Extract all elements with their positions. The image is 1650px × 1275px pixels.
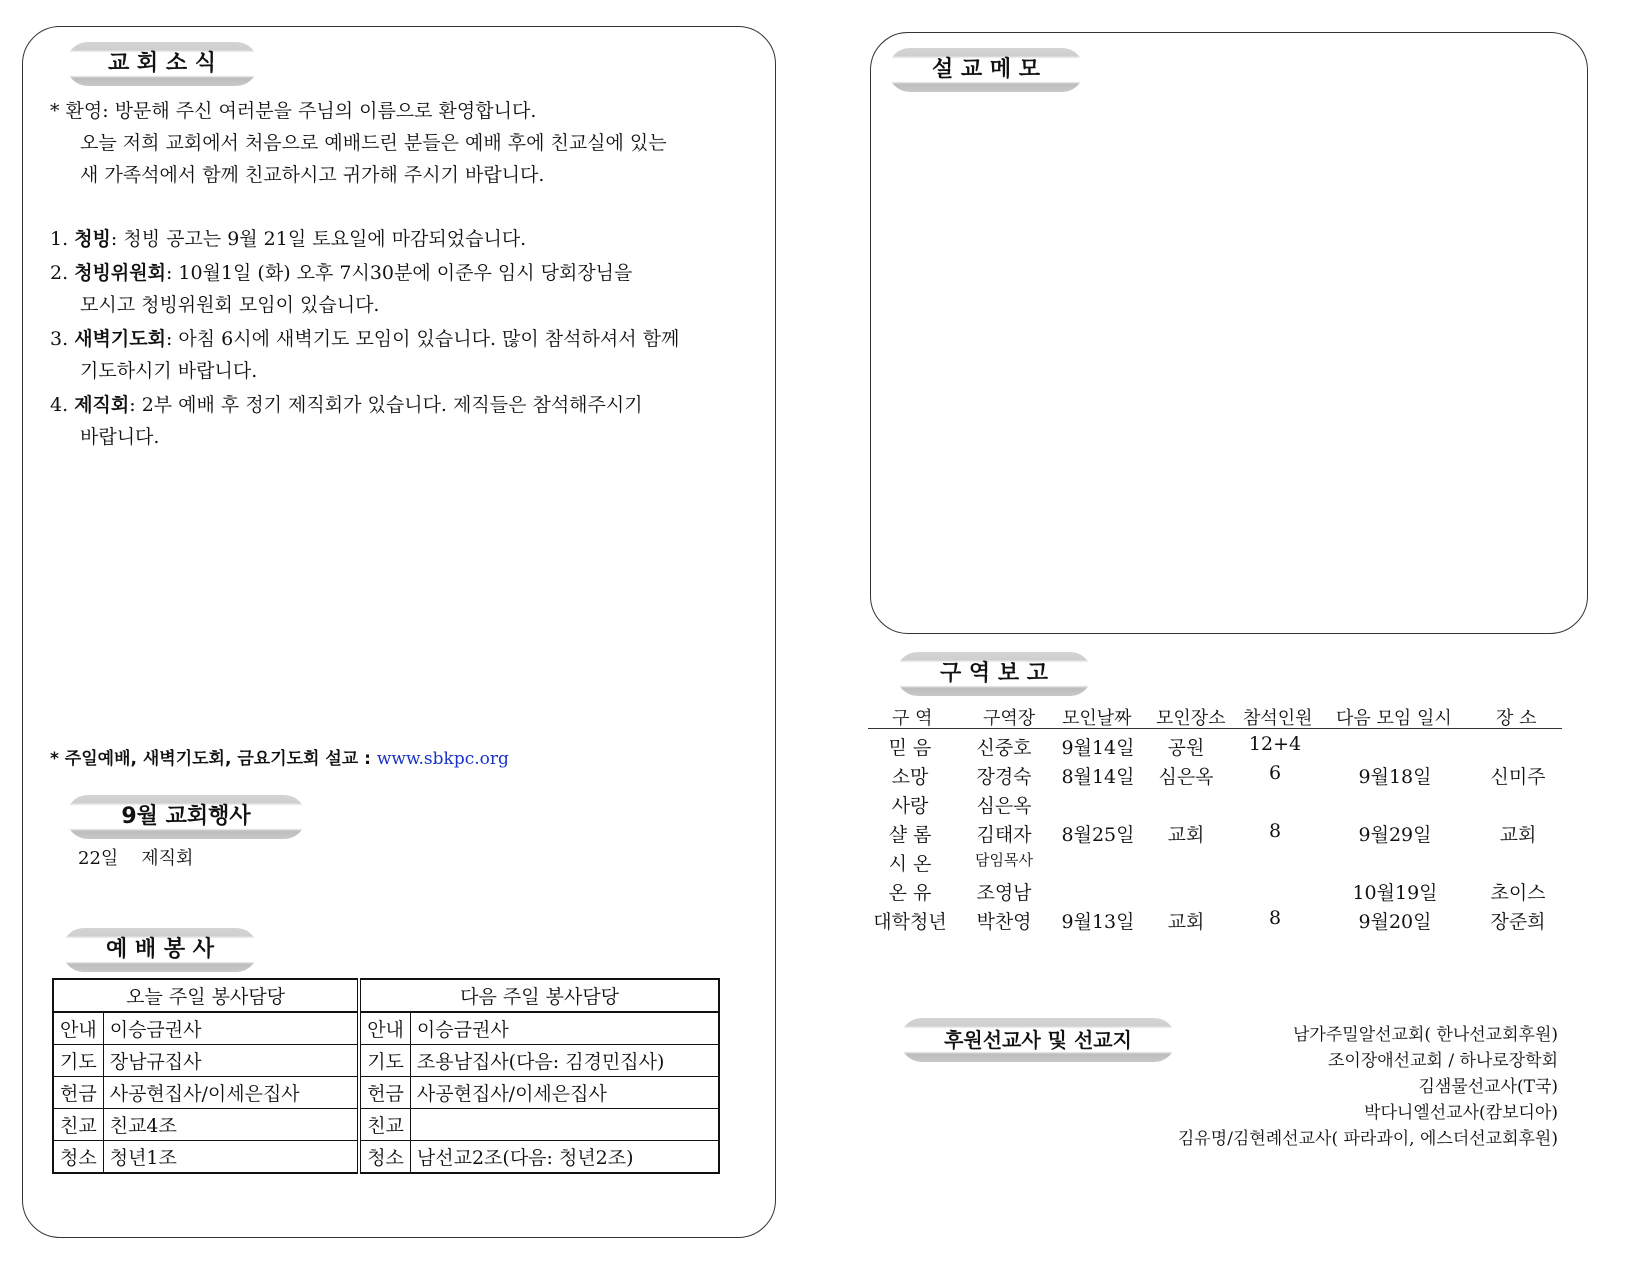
service-title: 예 배 봉 사 bbox=[62, 928, 258, 972]
table-row bbox=[53, 1109, 719, 1141]
sermon-note bbox=[50, 744, 509, 769]
table-row bbox=[53, 1012, 719, 1045]
today-cell: 친교4조 bbox=[103, 1109, 359, 1141]
news-item-4 bbox=[50, 390, 643, 417]
role-cell: 안내 bbox=[53, 1012, 103, 1045]
district-report-title: 구 역 보 고 bbox=[896, 652, 1092, 696]
news-item-text: : 청빙 공고는 9월 21일 토요일에 마감되었습니다. bbox=[110, 228, 527, 250]
next-meeting: 10월19일 bbox=[1352, 882, 1438, 904]
news-item-text: : 10월1일 (화) 오후 7시30분에 이준우 임시 당회장님을 bbox=[165, 262, 633, 284]
news-item-2 bbox=[50, 258, 632, 285]
role-cell: 헌금 bbox=[53, 1077, 103, 1109]
role-cell: 친교 bbox=[53, 1109, 103, 1141]
meeting-place: 교회 bbox=[1167, 824, 1205, 846]
news-item-label: 새벽기도회 bbox=[74, 328, 166, 350]
role-cell: 청소 bbox=[53, 1141, 103, 1174]
next-place: 신미주 bbox=[1490, 766, 1546, 788]
welcome-line-3: 새 가족석에서 함께 친교하시고 귀가해 주시기 바랍니다. bbox=[80, 164, 545, 186]
role-cell: 친교 bbox=[359, 1109, 410, 1141]
meeting-place: 교회 bbox=[1167, 911, 1205, 933]
district-name: 사랑 bbox=[891, 795, 929, 817]
missionaries-title: 후원선교사 및 선교지 bbox=[900, 1018, 1176, 1062]
district-header: 다음 모임 일시 bbox=[1336, 708, 1452, 729]
next-place: 장준희 bbox=[1490, 911, 1546, 933]
news-item-num: 2. bbox=[50, 262, 69, 284]
district-header: 모인날짜 bbox=[1062, 708, 1132, 729]
news-item-num: 4. bbox=[50, 394, 69, 416]
next-cell: 이승금권사 bbox=[410, 1012, 719, 1045]
district-leader: 담임목사 bbox=[975, 851, 1033, 869]
next-meeting: 9월18일 bbox=[1358, 766, 1432, 788]
district-name: 샬 롬 bbox=[888, 824, 932, 846]
district-header: 구 역 bbox=[892, 708, 933, 729]
today-cell: 사공현집사/이세은집사 bbox=[103, 1077, 359, 1109]
district-name: 시 온 bbox=[888, 853, 932, 875]
event-name: 제직회 bbox=[141, 848, 194, 869]
news-item-label: 청빙위원회 bbox=[74, 262, 166, 284]
header-today: 오늘 주일 봉사담당 bbox=[53, 979, 359, 1012]
news-item-4-cont: 바랍니다. bbox=[80, 426, 160, 448]
district-leader: 박찬영 bbox=[976, 911, 1032, 933]
news-item-text: : 2부 예배 후 정기 제직회가 있습니다. 제직들은 참석해주시기 bbox=[129, 394, 643, 416]
next-cell: 사공현집사/이세은집사 bbox=[410, 1077, 719, 1109]
welcome-line-2: 오늘 저희 교회에서 처음으로 예배드린 분들은 예배 후에 친교실에 있는 bbox=[80, 132, 667, 154]
sermon-memo-panel bbox=[870, 32, 1588, 634]
today-cell: 장남규집사 bbox=[103, 1045, 359, 1077]
meeting-date: 9월13일 bbox=[1061, 911, 1135, 933]
next-meeting: 9월20일 bbox=[1358, 911, 1432, 933]
meeting-date: 9월14일 bbox=[1061, 737, 1135, 759]
table-row bbox=[53, 1141, 719, 1174]
district-leader: 장경숙 bbox=[976, 766, 1032, 788]
role-cell: 청소 bbox=[359, 1141, 410, 1174]
district-header-rule bbox=[868, 728, 1562, 729]
next-cell: 남선교2조(다음: 청년2조) bbox=[410, 1141, 719, 1174]
news-item-text: : 아침 6시에 새벽기도 모임이 있습니다. 많이 참석하셔서 함께 bbox=[165, 328, 680, 350]
next-meeting: 9월29일 bbox=[1358, 824, 1432, 846]
header-next: 다음 주일 봉사담당 bbox=[359, 979, 719, 1012]
district-leader: 조영남 bbox=[976, 882, 1032, 904]
today-cell: 청년1조 bbox=[103, 1141, 359, 1174]
district-name: 온 유 bbox=[888, 882, 932, 904]
meeting-date: 8월14일 bbox=[1061, 766, 1135, 788]
attendance: 8 bbox=[1268, 907, 1282, 929]
role-cell: 헌금 bbox=[359, 1077, 410, 1109]
role-cell: 기도 bbox=[53, 1045, 103, 1077]
news-item-label: 제직회 bbox=[74, 394, 130, 416]
district-header: 구역장 bbox=[983, 708, 1036, 729]
district-name: 믿 음 bbox=[888, 737, 932, 759]
news-item-num: 1. bbox=[50, 228, 69, 250]
event-item bbox=[78, 844, 193, 870]
district-header: 모인장소 bbox=[1156, 708, 1226, 729]
service-table bbox=[52, 978, 720, 1174]
meeting-place: 심은옥 bbox=[1158, 766, 1214, 788]
district-leader: 김태자 bbox=[976, 824, 1032, 846]
district-header: 장 소 bbox=[1496, 708, 1537, 729]
today-cell: 이승금권사 bbox=[103, 1012, 359, 1045]
district-name: 소망 bbox=[891, 766, 929, 788]
news-item-3 bbox=[50, 324, 679, 351]
events-title: 9월 교회행사 bbox=[66, 795, 306, 839]
attendance: 12+4 bbox=[1248, 733, 1302, 755]
news-item-num: 3. bbox=[50, 328, 69, 350]
welcome-line-1: * 환영: 방문해 주신 여러분을 주님의 이름으로 환영합니다. bbox=[50, 100, 537, 122]
missionary-item: 남가주밀알선교회( 한나선교회후원) bbox=[1293, 1025, 1558, 1045]
church-news-title: 교 회 소 식 bbox=[66, 42, 258, 86]
next-cell: 조용남집사(다음: 김경민집사) bbox=[410, 1045, 719, 1077]
sermon-memo-title: 설 교 메 모 bbox=[888, 48, 1084, 92]
role-cell: 기도 bbox=[359, 1045, 410, 1077]
missionary-item: 김유명/김현례선교사( 파라과이, 에스더선교회후원) bbox=[1177, 1129, 1558, 1149]
role-cell: 안내 bbox=[359, 1012, 410, 1045]
sermon-url-link[interactable]: www.sbkpc.org bbox=[376, 749, 509, 769]
event-day: 22일 bbox=[78, 848, 119, 869]
attendance: 8 bbox=[1268, 820, 1282, 842]
news-item-1 bbox=[50, 224, 526, 251]
table-row bbox=[53, 1045, 719, 1077]
missionary-item: 조이장애선교회 / 하나로장학회 bbox=[1327, 1051, 1558, 1071]
missionary-item: 박다니엘선교사(캄보디아) bbox=[1364, 1103, 1558, 1123]
news-item-2-cont: 모시고 청빙위원회 모임이 있습니다. bbox=[80, 294, 380, 316]
meeting-place: 공원 bbox=[1167, 737, 1205, 759]
missionary-item: 김샘물선교사(T국) bbox=[1418, 1077, 1558, 1097]
next-cell bbox=[410, 1109, 719, 1141]
news-item-3-cont: 기도하시기 바랍니다. bbox=[80, 360, 258, 382]
next-place: 교회 bbox=[1499, 824, 1537, 846]
next-place: 초이스 bbox=[1490, 882, 1546, 904]
table-header-row bbox=[53, 979, 719, 1012]
table-row bbox=[53, 1077, 719, 1109]
news-item-label: 청빙 bbox=[74, 228, 111, 250]
district-leader: 신중호 bbox=[976, 737, 1032, 759]
district-header: 참석인원 bbox=[1243, 708, 1313, 729]
district-name: 대학청년 bbox=[873, 911, 947, 933]
meeting-date: 8월25일 bbox=[1061, 824, 1135, 846]
attendance: 6 bbox=[1268, 762, 1282, 784]
sermon-note-text: * 주일예배, 새벽기도회, 금요기도회 설교 : bbox=[50, 749, 377, 769]
district-leader: 심은옥 bbox=[976, 795, 1032, 817]
